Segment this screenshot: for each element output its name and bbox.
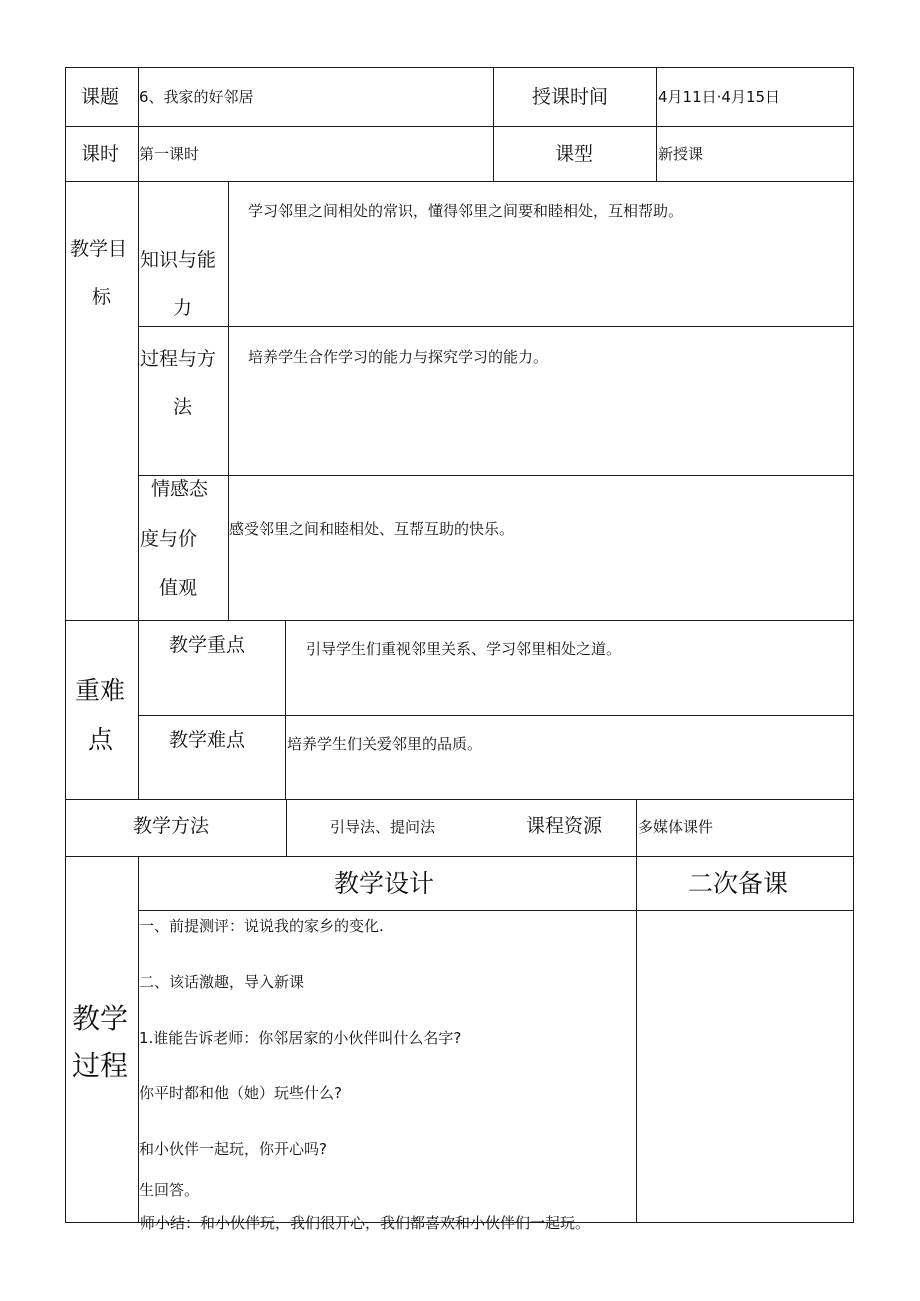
row-line <box>65 799 854 800</box>
process-line: 1.谁能告诉老师：你邻居家的小伙伴叫什么名字? <box>139 1029 462 1047</box>
row-line <box>65 67 854 68</box>
time-value: 4月11日·4月15日 <box>658 88 781 106</box>
knowledge-label: 知识与能 <box>140 249 217 271</box>
process-line: 二、该话激趣，导入新课 <box>139 973 305 991</box>
emotion-text: 感受邻里之间和睦相处、互帮互助的快乐。 <box>229 520 515 538</box>
difficulty-text: 培养学生们关爱邻里的品质。 <box>287 735 483 753</box>
method-value: 引导法、提问法 <box>330 818 436 836</box>
row-line <box>65 620 854 621</box>
process-line-clipped: 师小结：和小伙伴玩，我们很开心，我们都喜欢和小伙伴们一起玩。 <box>140 1214 591 1232</box>
row-line <box>65 126 854 127</box>
resource-value: 多媒体课件 <box>638 818 714 836</box>
emotion-label: 情感态 <box>151 478 209 500</box>
knowledge-label: 力 <box>173 297 193 319</box>
knowledge-text: 学习邻里之间相处的常识，懂得邻里之间要和睦相处，互相帮助。 <box>248 202 684 220</box>
process-line: 和小伙伴一起玩，你开心吗? <box>139 1140 327 1158</box>
process-line: 你平时都和他（她）玩些什么? <box>139 1084 342 1102</box>
col-line <box>65 67 66 1223</box>
process-text: 培养学生合作学习的能力与探究学习的能力。 <box>248 348 549 366</box>
type-value: 新授课 <box>658 145 704 163</box>
process-section-label: 教学 <box>72 1002 129 1035</box>
period-label: 课时 <box>81 143 120 165</box>
row-line <box>138 326 854 327</box>
process-label: 法 <box>173 396 193 418</box>
col-line <box>228 181 229 620</box>
focus-label: 教学重点 <box>169 634 246 656</box>
objectives-label: 标 <box>92 286 112 308</box>
row-line <box>138 475 854 476</box>
process-section-label: 过程 <box>72 1049 129 1082</box>
row-line <box>138 910 854 911</box>
topic-label: 课题 <box>81 86 120 108</box>
col-line <box>493 67 494 181</box>
col-line <box>656 67 657 181</box>
process-label: 过程与方 <box>140 348 217 370</box>
process-line: 一、前提测评：说说我的家乡的变化. <box>139 917 384 935</box>
row-line <box>65 856 854 857</box>
col-line <box>285 620 286 799</box>
topic-value: 6、我家的好邻居 <box>139 88 254 106</box>
period-value: 第一课时 <box>139 145 200 163</box>
col-line <box>286 799 287 856</box>
emotion-label: 值观 <box>159 577 198 599</box>
resource-label: 课程资源 <box>526 815 603 837</box>
key-points-label: 点 <box>88 725 114 754</box>
process-line: 生回答。 <box>139 1181 200 1199</box>
key-points-label: 重难 <box>75 676 126 705</box>
backup-header: 二次备课 <box>688 869 789 898</box>
row-line <box>65 181 854 182</box>
col-line <box>138 620 139 799</box>
difficulty-label: 教学难点 <box>169 729 246 751</box>
col-line <box>853 67 854 1223</box>
time-label: 授课时间 <box>532 86 609 108</box>
design-header: 教学设计 <box>334 869 435 898</box>
objectives-label: 教学目 <box>70 238 128 260</box>
clipped-line-container <box>139 1214 637 1232</box>
col-line <box>636 799 637 856</box>
method-label: 教学方法 <box>133 815 210 837</box>
col-line <box>636 856 637 1223</box>
focus-text: 引导学生们重视邻里关系、学习邻里相处之道。 <box>306 640 622 658</box>
row-line <box>138 715 854 716</box>
type-label: 课型 <box>555 143 594 165</box>
emotion-label: 度与价 <box>140 528 198 550</box>
